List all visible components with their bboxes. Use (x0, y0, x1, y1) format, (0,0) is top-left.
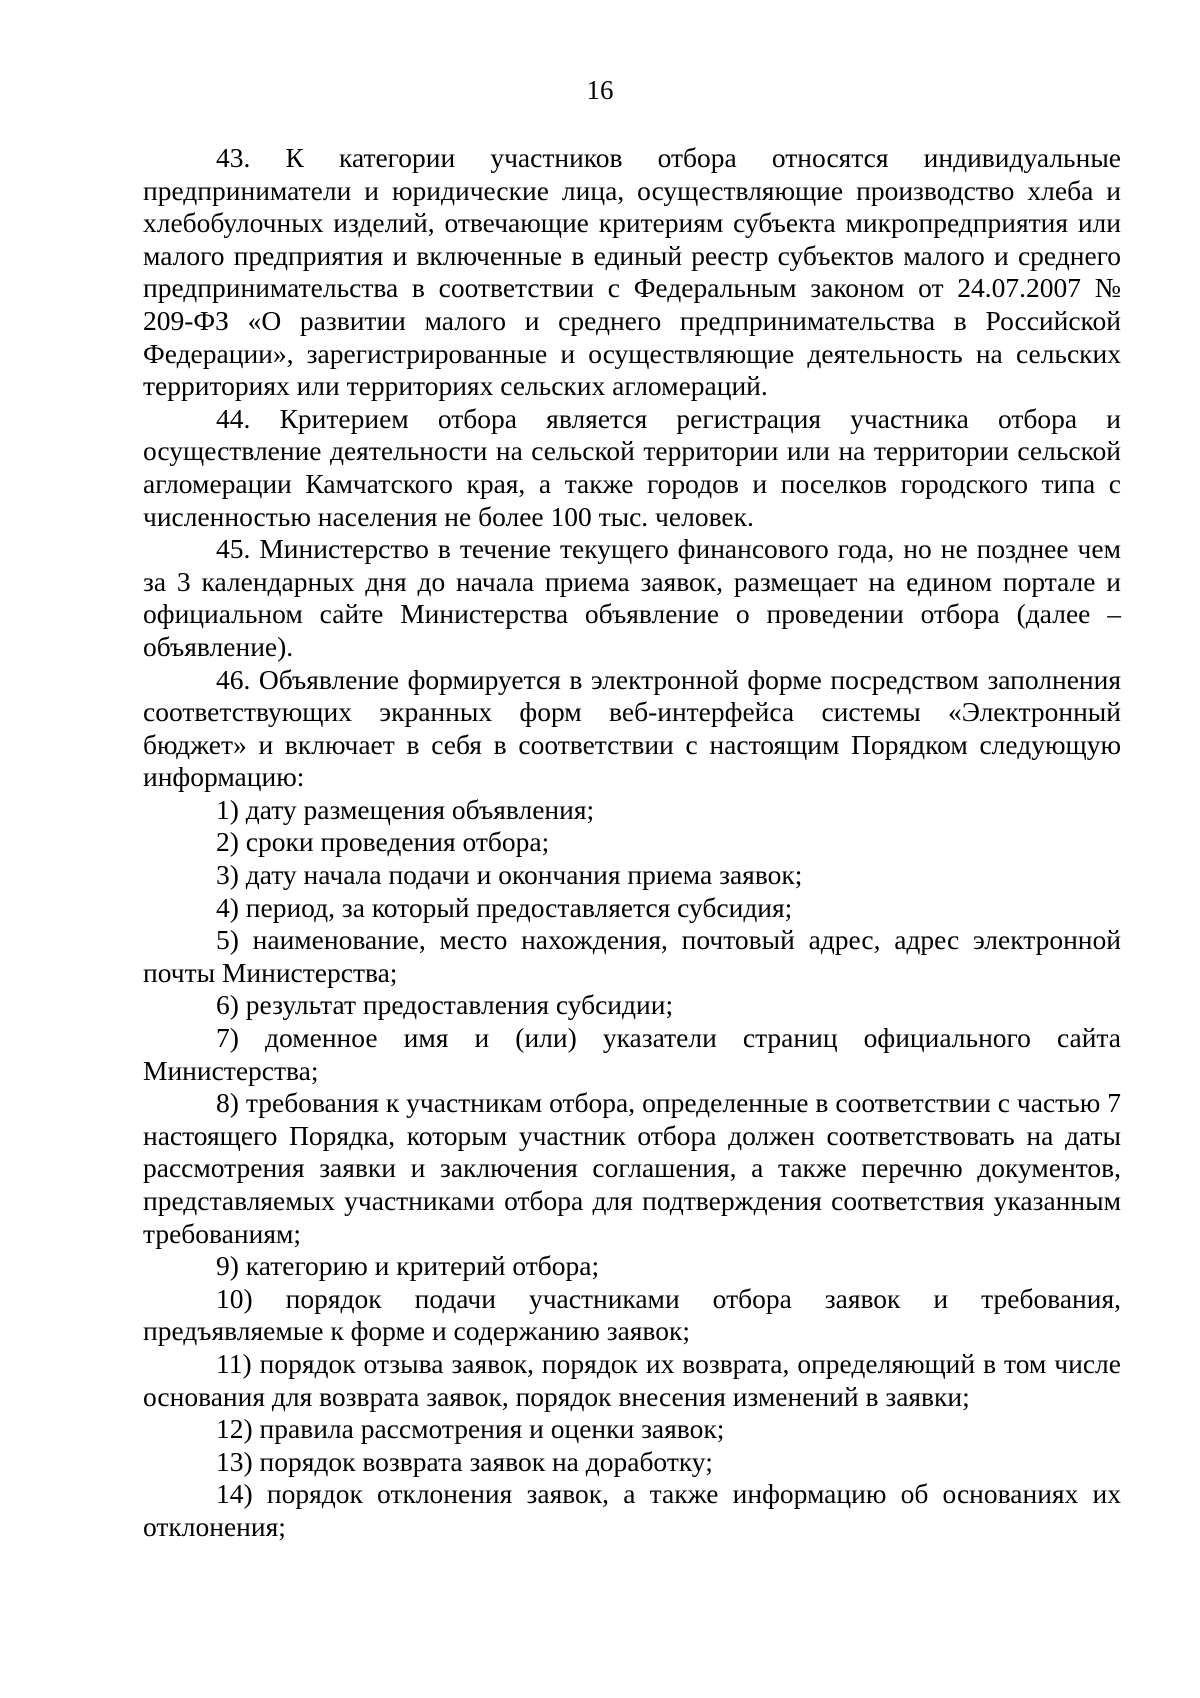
list-item-7: 7) доменное имя и (или) указатели страниц официального сайта Министерства; (143, 1022, 1121, 1086)
list-item-12: 12) правила рассмотрения и оценки заявок; (216, 1413, 725, 1445)
paragraph-43: 43. К категории участников отбора относятся индивидуальные предприниматели и юридические лица, осуществляющие производство хлеба и хлебобулочных изделий, отвечающие критериям субъекта микропредприятия или малого предприятия и включенные в единый реестр субъектов малого и среднего предпринимательства в соответствии с Федеральным законом от 24.07.2007 № 209-ФЗ «О развитии малого и среднего предпринимательства в Российской Федерации», зарегистрированные и осуществляющие деятельность на сельских территориях или территориях сельских агломераций. (143, 142, 1121, 402)
list-item-2: 2) сроки проведения отбора; (216, 826, 550, 858)
list-item-10: 10) порядок подачи участниками отбора заявок и требования, предъявляемые к форме и содержанию заявок; (143, 1282, 1121, 1347)
paragraph-45: 45. Министерство в течение текущего финансового года, но не позднее чем за 3 календарных дня до начала приема заявок, размещает на едином портале и официальном сайте Министерства объявление о проведении отбора (далее – объявление). (143, 533, 1121, 662)
list-item-14: 14) порядок отклонения заявок, а также информацию об основаниях их отклонения; (143, 1478, 1121, 1542)
paragraph-44: 44. Критерием отбора является регистрация участника отбора и осуществление деятельности на сельской территории или на территории сельской агломерации Камчатского края, а также городов и поселков городского типа с численностью населения не более 100 тыс. человек. (143, 402, 1121, 532)
list-item-6: 6) результат предоставления субсидии; (216, 989, 674, 1021)
list-item-1: 1) дату размещения объявления; (216, 793, 595, 825)
list-item-3: 3) дату начала подачи и окончания приема заявок; (216, 859, 803, 891)
list-item-9: 9) категорию и критерий отбора; (216, 1250, 600, 1282)
list-item-13: 13) порядок возврата заявок на доработку; (216, 1445, 713, 1477)
document-body (143, 142, 1121, 1544)
list-item-5: 5) наименование, место нахождения, почтовый адрес, адрес электронной почты Министерства; (143, 924, 1121, 988)
list-item-4: 4) период, за который предоставляется субсидия; (216, 891, 793, 923)
page-number: 16 (586, 75, 614, 105)
list-item-8: 8) требования к участникам отбора, определенные в соответствии с частью 7 настоящего Порядка, которым участник отбора должен соответствовать на даты рассмотрения заявки и заключения соглашения, а также перечню документов, представляемых участниками отбора для подтверждения соответствия указанным требованиям; (143, 1087, 1121, 1249)
paragraph-46: 46. Объявление формируется в электронной форме посредством заполнения соответствующих экранных форм веб-интерфейса системы «Электронный бюджет» и включает в себя в соответствии с настоящим Порядком следующую информацию: (143, 663, 1121, 793)
list-item-11: 11) порядок отзыва заявок, порядок их возврата, определяющий в том числе основания для возврата заявок, порядок внесения изменений в заявки; (143, 1347, 1121, 1412)
